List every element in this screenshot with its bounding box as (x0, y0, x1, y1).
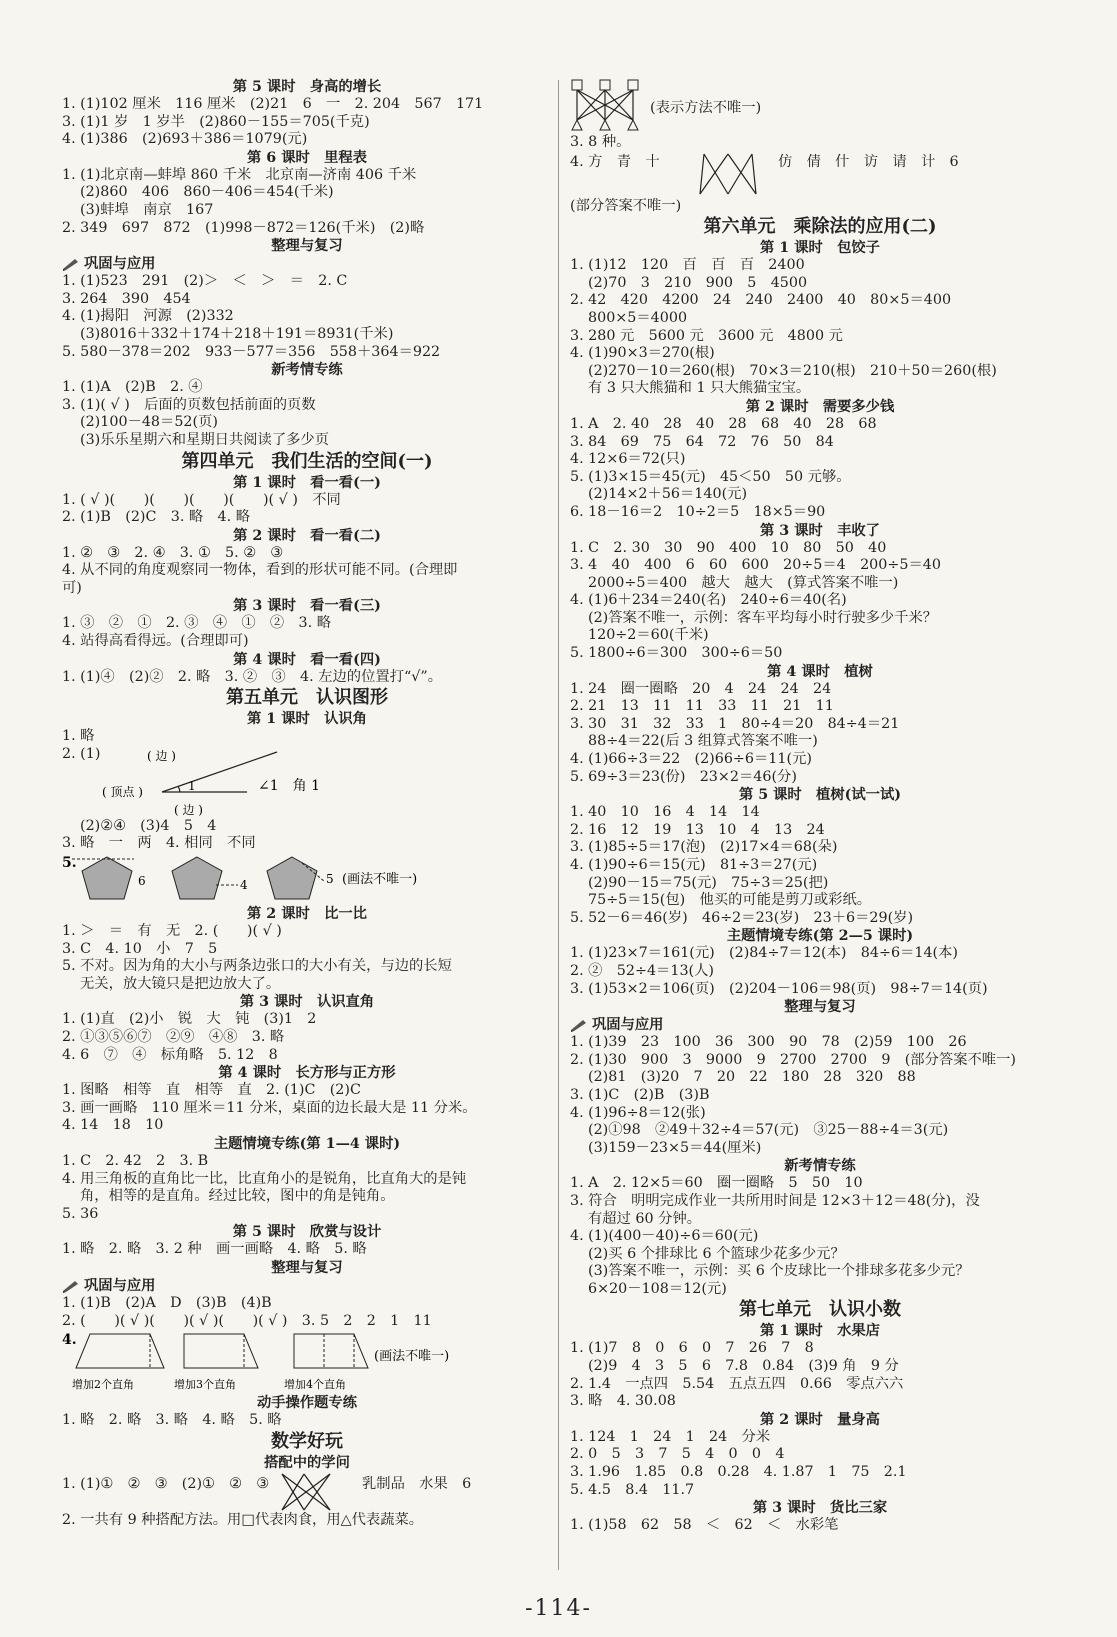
unit-title: 第五单元 认识图形 (226, 687, 388, 709)
answer-line: (2)860 406 860－406＝454(千米) (80, 184, 334, 201)
pentagon-label: 5 (326, 872, 334, 887)
trapezoid-label: 增加4个直角 (284, 1378, 346, 1392)
pentagon-2 (172, 857, 222, 899)
answer-line: 4. 从不同的角度观察同一物体，看到的形状可能不同。(合理即 (62, 562, 458, 579)
answer-line: 2. 16 12 19 13 10 4 13 24 (570, 821, 825, 838)
answer-line: (部分答案不唯一) (570, 197, 682, 214)
answer-line: 4. (1)66÷3＝22 (2)66÷6＝11(元) (570, 751, 812, 768)
trapezoid-label: 增加3个直角 (174, 1378, 236, 1392)
lesson-title: 第 4 课时 植树 (767, 663, 873, 680)
answer-line: 5. 580－378＝202 933－577＝356 558＋364＝922 (62, 343, 441, 360)
answer-line: 3. (1)53×2＝106(页) (2)204－106＝98(页) 98÷7＝14(页) (570, 980, 988, 997)
answer-line: (2)①98 ②49＋32÷4＝57(元) ③25－88÷4＝3(元) (588, 1122, 949, 1139)
answer-line: (2)14×2＋56＝140(元) (588, 486, 748, 503)
lesson-title: 第 1 课时 包饺子 (760, 240, 880, 257)
answer-line: 3. 画一画略 110 厘米＝11 分米，桌面的边长最大是 11 分米。 (62, 1099, 477, 1116)
answer-line: 1. 40 10 16 4 14 14 (570, 804, 760, 821)
answer-line: 5. 36 (62, 1205, 99, 1222)
answer-line: 1. 略 2. 略 3. 2 种 画一画略 4. 略 5. 略 (62, 1241, 367, 1258)
answer-line: 2. ( )( √ )( )( √ )( )( √ ) 3. 5 2 2 1 11 (62, 1312, 432, 1329)
answer-line: 3. C 4. 10 小 7 5 (62, 940, 218, 957)
answer-line: 4. (1)386 (2)693＋386＝1079(元) (62, 131, 308, 148)
answer-line: 4. (1)90×3＝270(根) (570, 345, 715, 362)
lesson-title: 第 1 课时 水果店 (760, 1323, 880, 1340)
angle-diagram (62, 746, 392, 802)
answer-line: 仿 倩 什 访 请 计 6 (778, 153, 959, 170)
answer-line: 3. 264 390 454 (62, 290, 191, 307)
answer-line: 乳制品 水果 6 (362, 1475, 472, 1492)
answer-line: 6×20－108＝12(元) (588, 1280, 727, 1297)
lesson-title: 第 6 课时 里程表 (247, 149, 367, 166)
answer-line: 5. 69÷3＝23(份) 23×2＝46(分) (570, 768, 797, 785)
answer-line: 1. ③ ② ① 2. ③ ④ ① ② 3. 略 (62, 615, 332, 632)
answer-line: 75÷5＝15(包) 他买的可能是剪刀或彩纸。 (588, 892, 872, 909)
section-title: 动手操作题专练 (256, 1395, 358, 1412)
answer-line: 1. (1)39 23 100 36 300 90 78 (2)59 100 26 (570, 1034, 967, 1051)
lesson-title: 第 3 课时 看一看(三) (233, 598, 381, 615)
answer-line: 4. (1)(400－40)÷6＝60(元) (570, 1228, 759, 1245)
matching-lines (274, 1472, 344, 1512)
answer-line: (2)9 4 3 5 6 7.8 0.84 (3)9 角 9 分 (588, 1358, 899, 1375)
consolidate-heading (62, 255, 552, 273)
box-shape (572, 80, 582, 90)
answer-line: 1. (1)12 120 百 百 百 2400 (570, 257, 805, 274)
answer-line: 1. 24 圈一圈略 20 4 24 24 24 (570, 680, 832, 697)
pentagon-label: 6 (138, 874, 146, 889)
answer-line: 3. (1)( √ ) 后面的页数包括前面的页数 (62, 396, 316, 413)
pentagon-1 (82, 857, 132, 899)
answer-line: 3. 符合 明明完成作业一共所用时间是 12×3＋12＝48(分)，没 (570, 1192, 980, 1209)
answer-line: (3)蚌埠 南京 167 (80, 201, 214, 218)
right-column (570, 78, 1070, 1535)
pentagon-figure (62, 853, 552, 905)
answer-line: 1. C 2. 42 2 3. B (62, 1152, 209, 1169)
answer-line: 4. 站得高看得远。(合理即可) (62, 633, 249, 650)
answer-line: 5. (1)3×15＝45(元) 45＜50 50 元够。 (570, 468, 851, 485)
answer-line: 2. 一共有 9 种搭配方法。用□代表肉食，用△代表蔬菜。 (62, 1511, 424, 1528)
answer-line: 2. (1)30 900 3 9000 9 2700 2700 9 (部分答案不唯一) (570, 1051, 1016, 1068)
lesson-title: 第 3 课时 认识直角 (239, 994, 375, 1011)
answer-line: 4. 方 青 十 (570, 153, 660, 170)
answer-line: (2)70 3 210 900 5 4500 (588, 274, 808, 291)
triangle-shape (572, 120, 582, 130)
answer-line: 3. 30 31 32 33 1 80÷4＝20 84÷4＝21 (570, 715, 900, 732)
answer-line: 3. 略 一 两 4. 相同 不同 (62, 835, 256, 852)
angle-edge-bottom (62, 802, 262, 818)
answer-line: 1. ＞ ＝ 有 无 2. ( )( √ ) (62, 923, 282, 940)
answer-line: 2. ② 52÷4＝13(人) (570, 962, 714, 979)
answer-line: 2. ①③⑤⑥⑦ ②⑨ ④⑧ 3. 略 (62, 1029, 285, 1045)
answer-line: 有超过 60 分钟。 (588, 1210, 702, 1227)
answer-line: 3. 8 种。 (570, 134, 631, 150)
answer-line: 1. (1)7 8 0 6 0 7 26 7 8 (570, 1340, 814, 1357)
answer-line: 3. 略 4. 30.08 (570, 1393, 676, 1410)
answer-line: 120÷2＝60(千米) (588, 627, 709, 644)
angle-figure (62, 746, 552, 802)
answer-line: 无关，放大镜只是把边放大了。 (80, 975, 281, 992)
answer-line: (3)8016＋332＋174＋218＋191＝8931(千米) (80, 325, 394, 342)
trapezoid-diagram (62, 1330, 542, 1394)
answer-line: 3. 84 69 75 64 72 76 50 84 (570, 433, 834, 450)
answer-line: 2. 42 420 4200 24 240 2400 40 80×5＝400 (570, 292, 952, 309)
box-shape (628, 80, 638, 90)
answer-line: 3. (1)1 岁 1 岁半 (2)860－155＝705(千克) (62, 113, 370, 130)
answer-line: 4. (1)揭阳 河源 (2)332 (62, 308, 234, 325)
answer-line: 2. (1) (62, 745, 101, 762)
lesson-title: 第 4 课时 长方形与正方形 (218, 1065, 396, 1082)
angle-edge-bottom-label: ( 边 ) (174, 802, 203, 817)
matching-figure (62, 1472, 552, 1512)
answer-line: 1. (1)A (2)B 2. ④ (62, 379, 203, 396)
answer-line: 800×5＝4000 (588, 309, 688, 326)
answer-line: 1. (1)523 291 (2)＞ ＜ ＞ ＝ 2. C (62, 273, 348, 290)
consolidate-label: 巩固与应用 (84, 1277, 156, 1294)
answer-line: 1. A 2. 12×5＝60 圈一圈略 5 50 10 (570, 1175, 863, 1192)
answer-line: 1. (1)北京南—蚌埠 860 千米 北京南—济南 406 千米 (62, 166, 417, 183)
answer-line: 3. (1)85÷5＝17(泡) (2)17×4＝68(朵) (570, 839, 838, 856)
answer-line: (2)买 6 个排球比 6 个篮球少花多少元？ (588, 1245, 845, 1262)
lesson-title: 第 2 课时 看一看(二) (233, 527, 381, 544)
lesson-title: 第 3 课时 丰收了 (760, 522, 880, 539)
char-matching-figure (570, 152, 1070, 198)
answer-line: (2)答案不唯一，示例：客车平均每小时行驶多少千米？ (588, 609, 938, 626)
answer-line: 1. ( √ )( )( )( )( )( √ ) 不同 (62, 491, 341, 508)
unit-title: 数学好玩 (271, 1430, 343, 1452)
consolidate-heading (62, 1277, 552, 1295)
answer-line: 1. (1)B (2)A D (3)B (4)B (62, 1294, 272, 1311)
answer-line: 4. (1)6＋234＝240(名) 240÷6＝40(名) (570, 592, 847, 609)
lesson-title: 搭配中的学问 (264, 1454, 350, 1471)
char-matching-lines (694, 152, 764, 198)
trapezoid-2 (184, 1334, 258, 1368)
answer-line: (2)270－10＝260(根) 70×3＝210(根) 210＋50＝260(根) (588, 362, 997, 379)
answer-line: 2. (1)B (2)C 3. 略 4. 略 (62, 509, 250, 526)
angle-vertex-label: ( 顶点 ) (102, 784, 143, 799)
pentagon-label: 4 (240, 878, 248, 893)
triangle-shape (628, 120, 638, 130)
section-title: 整理与复习 (271, 1259, 343, 1276)
pentagon-3 (267, 857, 317, 899)
angle-symbol-label: ∠1 角 1 (258, 777, 320, 794)
answer-line: 1. (1)直 (2)小 锐 大 钝 (3)1 2 (62, 1011, 317, 1028)
answer-line: 1. (1)58 62 58 ＜ 62 ＜ 水彩笔 (570, 1517, 839, 1534)
lesson-title: 第 2 课时 量身高 (760, 1411, 880, 1428)
answer-line: (2)90－15＝75(元) 75÷3＝25(把) (588, 874, 829, 891)
answer-line: 5. 52－6＝46(岁) 46÷2＝23(岁) 23＋6＝29(岁) (570, 909, 914, 926)
lesson-title: 第 1 课时 认识角 (247, 711, 367, 728)
page-number: -114- (525, 1596, 592, 1621)
answer-line: 3. 1.96 1.85 0.8 0.28 4. 1.87 1 75 2.1 (570, 1464, 907, 1481)
answer-line: (2)②④ (3)4 5 4 (80, 817, 217, 834)
lesson-title: 第 2 课时 需要多少钱 (745, 398, 895, 415)
answer-line: 1. (1)23×7＝161(元) (2)84÷7＝12(本) 84÷6＝14(本) (570, 945, 959, 962)
answer-line: 1. (1)102 厘米 116 厘米 (2)21 6 一 2. 204 567 171 (62, 96, 484, 112)
lesson-title: 第 4 课时 看一看(四) (233, 651, 381, 668)
answer-line: 1. 略 2. 略 3. 略 4. 略 5. 略 (62, 1412, 282, 1429)
answer-line: (3)159－23×5＝44(厘米) (588, 1139, 762, 1156)
lesson-title: 第 3 课时 货比三家 (752, 1500, 888, 1517)
pencil-icon (62, 257, 80, 271)
answer-line: 5. 4.5 8.4 11.7 (570, 1481, 695, 1498)
answer-line: 2. 1.4 一点四 5.54 五点五四 0.66 零点六六 (570, 1375, 904, 1392)
trapezoid-1 (76, 1334, 164, 1368)
answer-line: (3)答案不唯一，示例：买 6 个皮球比一个排球多花多少元？ (588, 1263, 970, 1280)
lesson-title: 第 1 课时 看一看(一) (233, 474, 381, 491)
answer-line: 1. 124 1 24 1 24 分米 (570, 1428, 771, 1445)
answer-line: 4. 12×6＝72(只) (570, 451, 686, 468)
box-shape (600, 80, 610, 90)
answer-line: 1. (1)① ② ③ (2)① ② ③ (62, 1475, 270, 1492)
lesson-title: 第 5 课时 身高的增长 (232, 79, 382, 95)
section-title: 新考情专练 (784, 1158, 856, 1175)
answer-line: 角，相等的是直角。经过比较，图中的角是钝角。 (80, 1188, 395, 1205)
angle-edge-label: ( 边 ) (147, 748, 176, 763)
angle-edge-bottom-row (62, 802, 552, 818)
match-line (752, 154, 756, 194)
answer-line: 2. 349 697 872 (1)998－872＝126(千米) (2)略 (62, 219, 425, 236)
question-label: 5. (62, 855, 77, 872)
answer-line: 6. 18－16＝2 10÷2＝5 18×5＝90 (570, 503, 826, 520)
triangle-shape (600, 120, 610, 130)
answer-line: 2. 21 13 11 11 33 11 21 11 (570, 698, 834, 715)
lesson-title: 第 5 课时 植树(试一试) (738, 787, 902, 804)
section-title: 整理与复习 (784, 999, 856, 1016)
answer-line: 可) (62, 579, 82, 596)
angle-mark-label: 1 (188, 778, 196, 793)
answer-line: 1. ② ③ 2. ④ 3. ① 5. ② ③ (62, 544, 284, 561)
answer-line: 1. A 2. 40 28 40 28 68 40 28 68 (570, 415, 877, 432)
pencil-icon (62, 1279, 80, 1293)
answer-line: 2. 0 5 3 7 5 4 0 0 4 (570, 1446, 785, 1463)
lesson-title: 第 2 课时 比一比 (247, 906, 367, 923)
unit-title: 第六单元 乘除法的应用(二) (703, 216, 937, 238)
answer-line: 2000÷5＝400 越大 越大 (算式答案不唯一) (588, 574, 899, 591)
answer-line: (2)81 (3)20 7 20 22 180 28 320 88 (588, 1069, 916, 1086)
question-label: 4. (62, 1332, 77, 1349)
answer-line: (2)100－48＝52(页) (80, 414, 218, 431)
section-title: 新考情专练 (271, 362, 343, 379)
section-title: 主题情境专练(第 1—4 课时) (213, 1135, 401, 1152)
answer-line: 4. (1)96÷8＝12(张) (570, 1104, 706, 1121)
lesson-title: 第 5 课时 欣赏与设计 (232, 1224, 382, 1241)
unit-title: 第四单元 我们生活的空间(一) (181, 450, 433, 472)
answer-line: 有 3 只大熊猫和 1 只大熊猫宝宝。 (588, 380, 811, 397)
trapezoid-figure (62, 1330, 552, 1394)
answer-line: 1. 图略 相等 直 相等 直 2. (1)C (2)C (62, 1082, 361, 1099)
answer-line: 4. 6 ⑦ ④ 标角略 5. 12 8 (62, 1046, 278, 1063)
answer-line: (3)乐乐星期六和星期日共阅读了多少页 (80, 431, 329, 448)
answer-line: 3. (1)C (2)B (3)B (570, 1086, 710, 1103)
pentagon-note: (画法不唯一) (342, 872, 418, 888)
match-line (700, 154, 704, 194)
answer-line: 4. 用三角板的直角比一比，比直角小的是锐角，比直角大的是钝 (62, 1170, 467, 1187)
answer-line: 5. 不对。因为角的大小与两条边张口的大小有关，与边的长短 (62, 958, 452, 975)
answer-line: 88÷4＝22(后 3 组算式答案不唯一) (588, 733, 818, 750)
consolidate-heading (570, 1016, 1070, 1034)
unit-title: 第七单元 认识小数 (739, 1299, 901, 1321)
pencil-icon (570, 1018, 588, 1032)
trapezoid-note: (画法不唯一) (374, 1349, 450, 1365)
answer-line: 4. 14 18 10 (62, 1117, 164, 1134)
trapezoid-label: 增加2个直角 (72, 1378, 134, 1392)
angle-arc (178, 786, 180, 792)
consolidate-label: 巩固与应用 (592, 1017, 664, 1034)
answer-line: 5. 1800÷6＝300 300÷6＝50 (570, 645, 783, 662)
answer-line: 1. 略 (62, 728, 95, 745)
matching-boxes (570, 78, 660, 134)
answer-line: 1. (1)④ (2)② 2. 略 3. ② ③ 4. 左边的位置打“√”。 (62, 668, 443, 685)
left-column (62, 78, 552, 1529)
pentagon-diagram (62, 853, 542, 905)
method-note: (表示方法不唯一) (650, 100, 762, 116)
matching-figure-top (570, 78, 1070, 134)
section-title: 整理与复习 (271, 238, 343, 255)
trapezoid-3 (294, 1334, 368, 1368)
column-divider (558, 80, 559, 1570)
section-title: 主题情境专练(第 2—5 课时) (726, 928, 914, 945)
answer-line: 4. (1)90÷6＝15(元) 81÷3＝27(元) (570, 857, 818, 873)
answer-line: 1. C 2. 30 30 90 400 10 80 50 40 (570, 539, 887, 556)
answer-line: 3. 4 40 400 6 60 600 20÷5＝4 200÷5＝40 (570, 557, 941, 574)
answer-line: 3. 280 元 5600 元 3600 元 4800 元 (570, 327, 843, 344)
consolidate-label: 巩固与应用 (84, 256, 156, 273)
